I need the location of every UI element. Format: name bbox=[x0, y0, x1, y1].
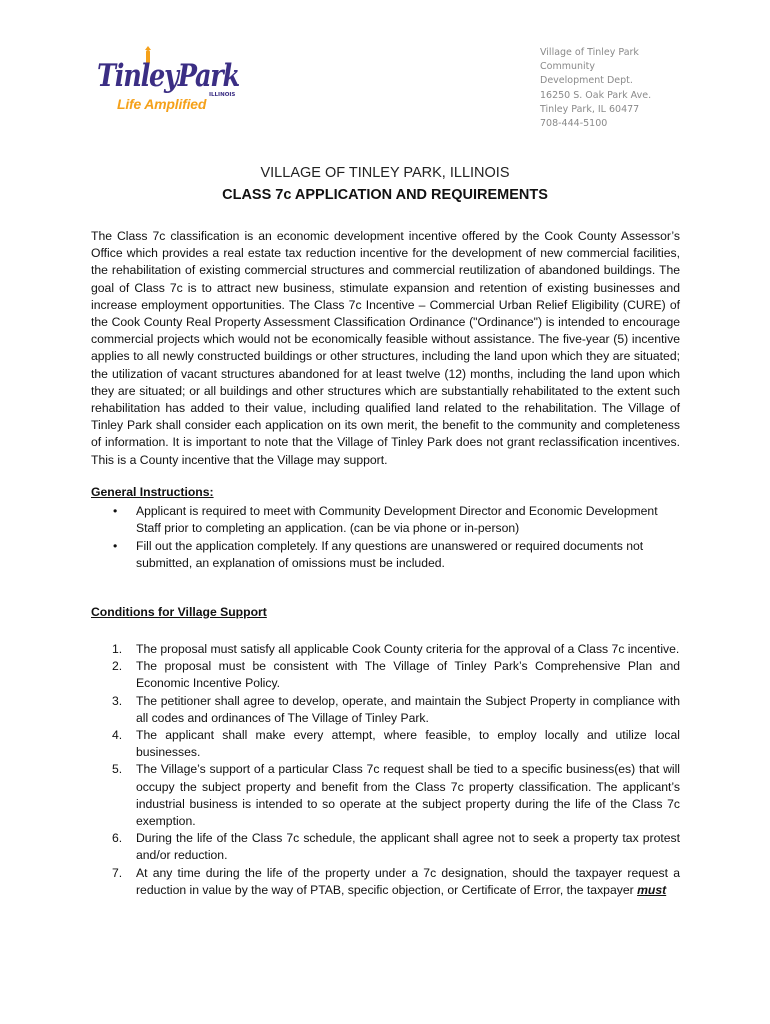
list-number: 7. bbox=[112, 865, 123, 880]
bullet-icon: • bbox=[113, 539, 118, 553]
list-item-text: Fill out the application completely. If any questions are unanswered or required documents not submitted, an explanation of omissions must be included. bbox=[136, 539, 644, 570]
list-number: 5. bbox=[112, 762, 123, 777]
list-item bbox=[91, 727, 680, 761]
list-number: 1. bbox=[112, 642, 123, 656]
intro-text: The Class 7c classification is an economic development incentive offered by the Cook County Assessor’s Office which provides a real estate tax reduction incentive for the development of new commercial facilities, the rehabilitation of existing commercial structures and commercial reutilization of abandoned buildings. The goal of Class 7c is to attract new business, stimulate expansion and retention of existing businesses and increase employment opportunities. The Class 7c Incentive – Commercial Urban Relief Eligibility (CURE) of the Cook County Real Property Assessment Classification Ordinance ("Ordinance") is intended to encourage commercial projects which would not be economically feasible without assistance. The five-year (5) incentive applies to all newly constructed buildings or other structures, including the land upon which they are situated; the utilization of vacant structures abandoned for at least twelve (12) months, including the land upon which they are situated; or all buildings and other structures which are substantially rehabilitated to the extent such rehabilitation has added to their value, including qualified land related to the rehabilitation. The Village of Tinley Park shall consider each application on its own merit, the benefit to the community and completeness of information. It is important to note that the Village of Tinley Park does not grant reclassification incentives. This is a County incentive that the Village may support. bbox=[91, 229, 680, 467]
list-item-text: The petitioner shall agree to develop, operate, and maintain the Subject Property in compliance with all codes and ordinances of The Village of Tinley Park. bbox=[136, 693, 680, 725]
list-item bbox=[91, 830, 680, 864]
list-item bbox=[91, 538, 680, 571]
list-item-text: The proposal must satisfy all applicable Cook County criteria for the approval of a Class 7c incentive. bbox=[136, 642, 680, 656]
list-number: 4. bbox=[112, 728, 123, 743]
list-item bbox=[91, 865, 680, 899]
list-item-text: Applicant is required to meet with Community Development Director and Economic Development Staff prior to completing an application. (can be via phone or in-person) bbox=[136, 504, 658, 535]
list-item bbox=[91, 503, 680, 536]
list-item-text: The proposal must be consistent with The Village of Tinley Park’s Comprehensive Plan and Economic Incentive Policy. bbox=[136, 659, 680, 691]
list-number: 2. bbox=[112, 659, 123, 674]
department-address bbox=[540, 46, 651, 131]
list-item bbox=[91, 761, 680, 830]
emphasis-must: must bbox=[637, 882, 667, 897]
conditions-heading: Conditions for Village Support bbox=[91, 605, 267, 619]
list-item-text: At any time during the life of the property under a 7c designation, should the taxpayer request a reduction in value by the way of PTAB, specific objection, or Certificate of Error, the taxpayer bbox=[136, 865, 680, 897]
list-item-text: The applicant shall make every attempt, where feasible, to employ locally and utilize local businesses. bbox=[136, 728, 680, 760]
list-item bbox=[91, 658, 680, 692]
list-number: 6. bbox=[112, 831, 123, 846]
list-item-text: During the life of the Class 7c schedule, the applicant shall agree not to seek a property tax protest and/or reduction. bbox=[136, 831, 680, 863]
list-item bbox=[91, 693, 680, 727]
list-number: 3. bbox=[112, 693, 123, 708]
logo-tagline: Life Amplified bbox=[117, 96, 207, 112]
general-instructions-heading: General Instructions: bbox=[91, 485, 214, 499]
logo-wordmark: TinleyPark bbox=[97, 58, 240, 94]
list-item bbox=[91, 641, 680, 658]
logo-state: ILLINOIS bbox=[209, 92, 236, 98]
general-instructions-list bbox=[91, 503, 680, 573]
document-title: VILLAGE OF TINLEY PARK, ILLINOIS bbox=[260, 165, 510, 181]
intro-paragraph bbox=[91, 228, 680, 469]
logo-flame-mark bbox=[145, 46, 151, 50]
address-line: Community bbox=[540, 61, 595, 73]
list-item-text: The Village’s support of a particular Class 7c request shall be tied to a specific business(es) that will occupy the subject property and benefit from the Class 7c property classification. The applicant’s industrial business is intended to so operate at the subject property during the life of the Class 7c exemption. bbox=[136, 762, 680, 829]
address-line: Village of Tinley Park bbox=[540, 47, 639, 58]
conditions-list bbox=[91, 641, 680, 899]
bullet-icon: • bbox=[113, 504, 118, 518]
address-line: 16250 S. Oak Park Ave. bbox=[540, 89, 652, 101]
address-line: 708-444-5100 bbox=[540, 118, 608, 130]
address-line: Development Dept. bbox=[540, 75, 633, 87]
address-line: Tinley Park, IL 60477 bbox=[540, 103, 640, 115]
document-subtitle: CLASS 7c APPLICATION AND REQUIREMENTS bbox=[222, 187, 548, 203]
